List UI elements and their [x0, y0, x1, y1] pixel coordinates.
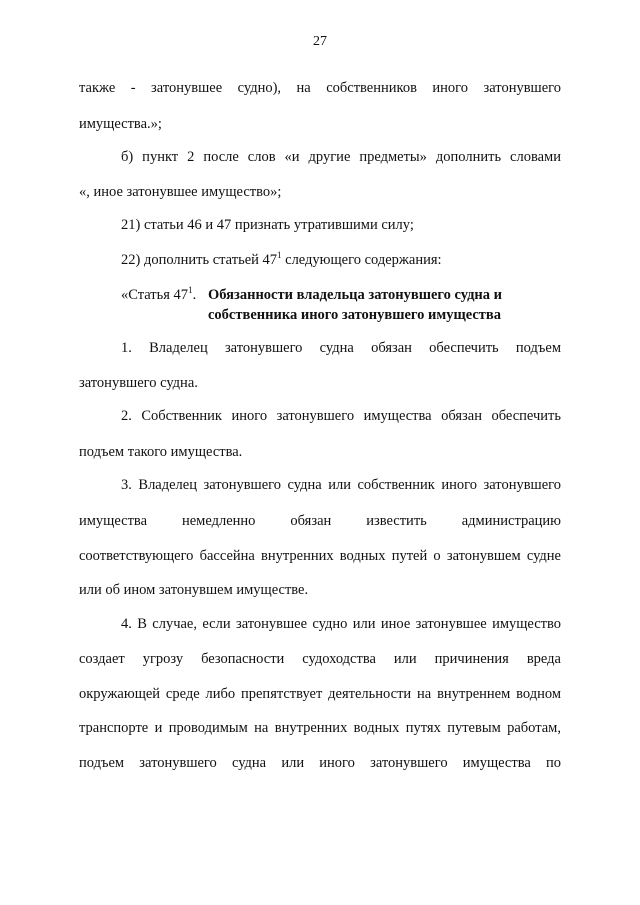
text-line: 22) дополнить статьей $47^1$ следующего содержания:: [121, 250, 442, 268]
page-number: 27: [313, 34, 327, 49]
text-line: «, иное затонувшее имущество»;: [79, 184, 282, 200]
text-line: 2. Собственник иного затонувшего имущества обязан обеспечить: [121, 408, 561, 424]
text-line: 21) статьи 46 и 47 признать утратившими силу;: [121, 217, 414, 233]
text-line: соответствующего бассейна внутренних водных путей о затонувшем судне: [79, 548, 561, 564]
article-label: «Статья $47^1$.: [121, 285, 197, 303]
text-line: или об ином затонувшем имуществе.: [79, 582, 309, 598]
text-line: 3. Владелец затонувшего судна или собственник иного затонувшего: [121, 477, 561, 493]
text-line: 4. В случае, если затонувшее судно или иное затонувшее имущество: [121, 616, 561, 632]
text-line: затонувшего судна.: [79, 375, 198, 391]
text-line: также - затонувшее судно), на собственников иного затонувшего: [79, 80, 561, 96]
text-line: подъем такого имущества.: [79, 444, 243, 460]
text-line: 1. Владелец затонувшего судна обязан обеспечить подъем: [121, 340, 561, 356]
text-line: подъем затонувшего судна или иного затонувшего имущества по: [79, 755, 561, 771]
text-line: б) пункт 2 после слов «и другие предметы» дополнить словами: [121, 149, 561, 165]
text-line: создает угрозу безопасности судоходства или причинения вреда: [79, 651, 561, 667]
text-line: транспорте и проводимым на внутренних водных путях путевым работам,: [79, 720, 561, 736]
article-title: собственника иного затонувшего имущества: [208, 307, 501, 323]
article-title: Обязанности владельца затонувшего судна и: [208, 287, 503, 303]
text-line: окружающей среде либо препятствует деятельности на внутреннем водном: [79, 686, 561, 702]
text-line: имущества.»;: [79, 116, 162, 132]
text-line: имущества немедленно обязан известить администрацию: [79, 513, 561, 529]
